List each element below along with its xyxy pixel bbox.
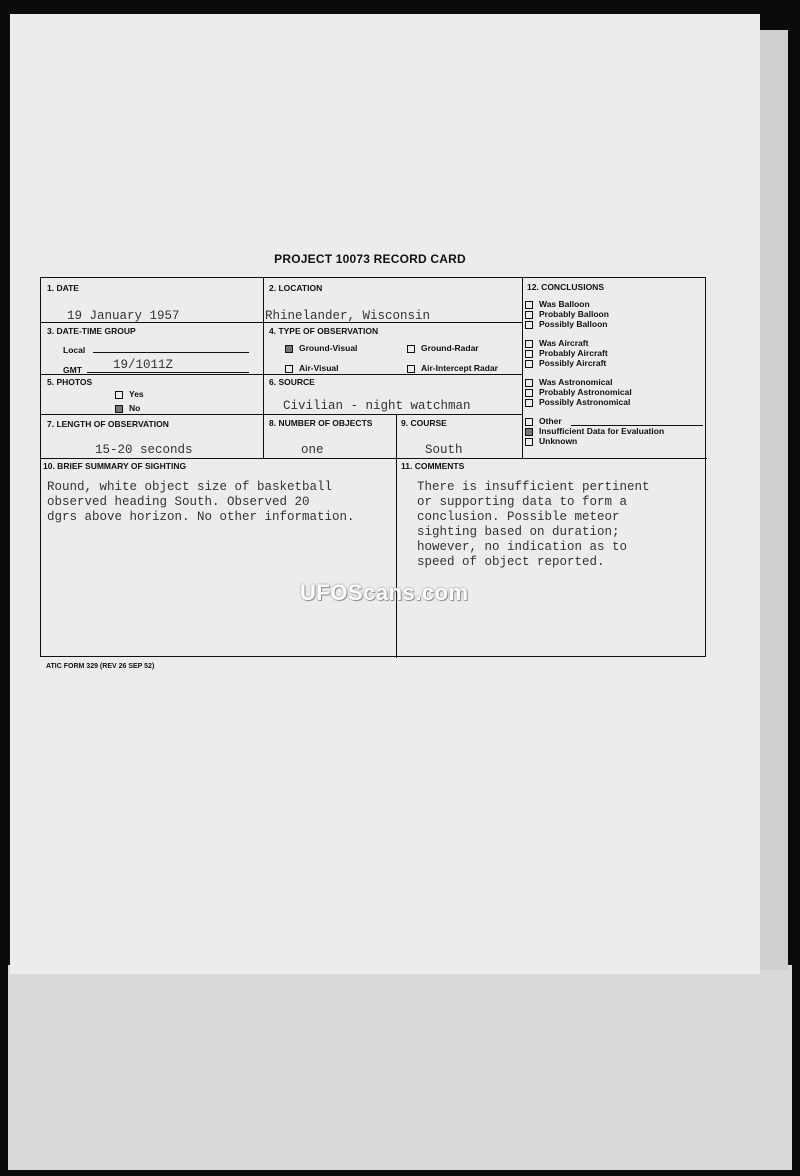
- checkbox-checked-icon: [115, 405, 123, 413]
- conclusion-item: Other: [525, 416, 562, 426]
- objects-label: 8. NUMBER OF OBJECTS: [269, 418, 373, 428]
- location-value: Rhinelander, Wisconsin: [265, 309, 431, 323]
- length-label: 7. LENGTH OF OBSERVATION: [47, 419, 169, 429]
- background-edge: [760, 30, 788, 970]
- gmt-value: 19/1011Z: [113, 358, 174, 372]
- conclusion-item: Possibly Aircraft: [525, 358, 606, 368]
- comments-value: There is insufficient pertinent or supporting data to form a conclusion. Possible meteor sighting based on duration; however, no indication as to speed of object reported.: [417, 480, 650, 569]
- checkbox-icon: [285, 365, 293, 373]
- watermark: UFOScans.com: [300, 580, 469, 605]
- observation-type-label: 4. TYPE OF OBSERVATION: [269, 326, 379, 336]
- course-value: South: [425, 443, 463, 457]
- divider: [263, 278, 264, 458]
- local-time-line: [93, 352, 249, 353]
- card-title: PROJECT 10073 RECORD CARD: [274, 252, 466, 266]
- divider: [396, 414, 397, 658]
- divider: [41, 458, 707, 459]
- type-ground-visual: Ground-Visual: [285, 343, 357, 353]
- photos-label: 5. PHOTOS: [47, 377, 93, 387]
- checkbox-icon: [525, 379, 533, 387]
- conclusion-item: Possibly Astronomical: [525, 397, 630, 407]
- comments-label: 11. COMMENTS: [401, 461, 465, 471]
- gmt-label: GMT: [63, 365, 82, 375]
- course-label: 9. COURSE: [401, 418, 447, 428]
- checkbox-icon: [525, 340, 533, 348]
- source-label: 6. SOURCE: [269, 377, 315, 387]
- date-value: 19 January 1957: [67, 309, 180, 323]
- conclusion-item: Probably Astronomical: [525, 387, 632, 397]
- summary-label: 10. BRIEF SUMMARY OF SIGHTING: [43, 461, 187, 471]
- conclusions-label: 12. CONCLUSIONS: [527, 282, 604, 292]
- conclusion-item: Insufficient Data for Evaluation: [525, 426, 664, 436]
- checkbox-checked-icon: [285, 345, 293, 353]
- checkbox-icon: [525, 418, 533, 426]
- photos-yes: Yes: [115, 389, 144, 399]
- background-lower-sheet: [8, 965, 792, 1170]
- source-value: Civilian - night watchman: [283, 399, 471, 413]
- conclusion-item: Was Aircraft: [525, 338, 588, 348]
- conclusion-item: Was Astronomical: [525, 377, 613, 387]
- type-air-visual: Air-Visual: [285, 363, 339, 373]
- date-time-group-label: 3. DATE-TIME GROUP: [47, 326, 136, 336]
- divider: [41, 374, 522, 375]
- checkbox-icon: [407, 345, 415, 353]
- date-label: 1. DATE: [47, 283, 79, 293]
- checkbox-icon: [525, 438, 533, 446]
- divider: [522, 278, 523, 458]
- photos-no: No: [115, 403, 140, 413]
- objects-value: one: [301, 443, 324, 457]
- conclusion-item: Unknown: [525, 436, 577, 446]
- checkbox-icon: [525, 399, 533, 407]
- checkbox-icon: [525, 389, 533, 397]
- checkbox-icon: [407, 365, 415, 373]
- checkbox-icon: [525, 350, 533, 358]
- summary-value: Round, white object size of basketball observed heading South. Observed 20 dgrs above horizon. No other information.: [47, 480, 355, 524]
- gmt-line: [87, 372, 249, 373]
- conclusion-item: Probably Aircraft: [525, 348, 608, 358]
- type-ground-radar: Ground-Radar: [407, 343, 479, 353]
- checkbox-icon: [525, 301, 533, 309]
- divider: [41, 414, 522, 415]
- checkbox-icon: [525, 321, 533, 329]
- length-value: 15-20 seconds: [95, 443, 193, 457]
- checkbox-icon: [525, 360, 533, 368]
- form-number: ATIC FORM 329 (REV 26 SEP 52): [46, 663, 155, 670]
- conclusion-item: Probably Balloon: [525, 309, 609, 319]
- local-time-label: Local: [63, 345, 86, 355]
- checkbox-icon: [525, 311, 533, 319]
- checkbox-icon: [115, 391, 123, 399]
- conclusion-item: Was Balloon: [525, 299, 590, 309]
- conclusion-item: Possibly Balloon: [525, 319, 608, 329]
- checkbox-checked-icon: [525, 428, 533, 436]
- type-air-intercept-radar: Air-Intercept Radar: [407, 363, 498, 373]
- location-label: 2. LOCATION: [269, 283, 323, 293]
